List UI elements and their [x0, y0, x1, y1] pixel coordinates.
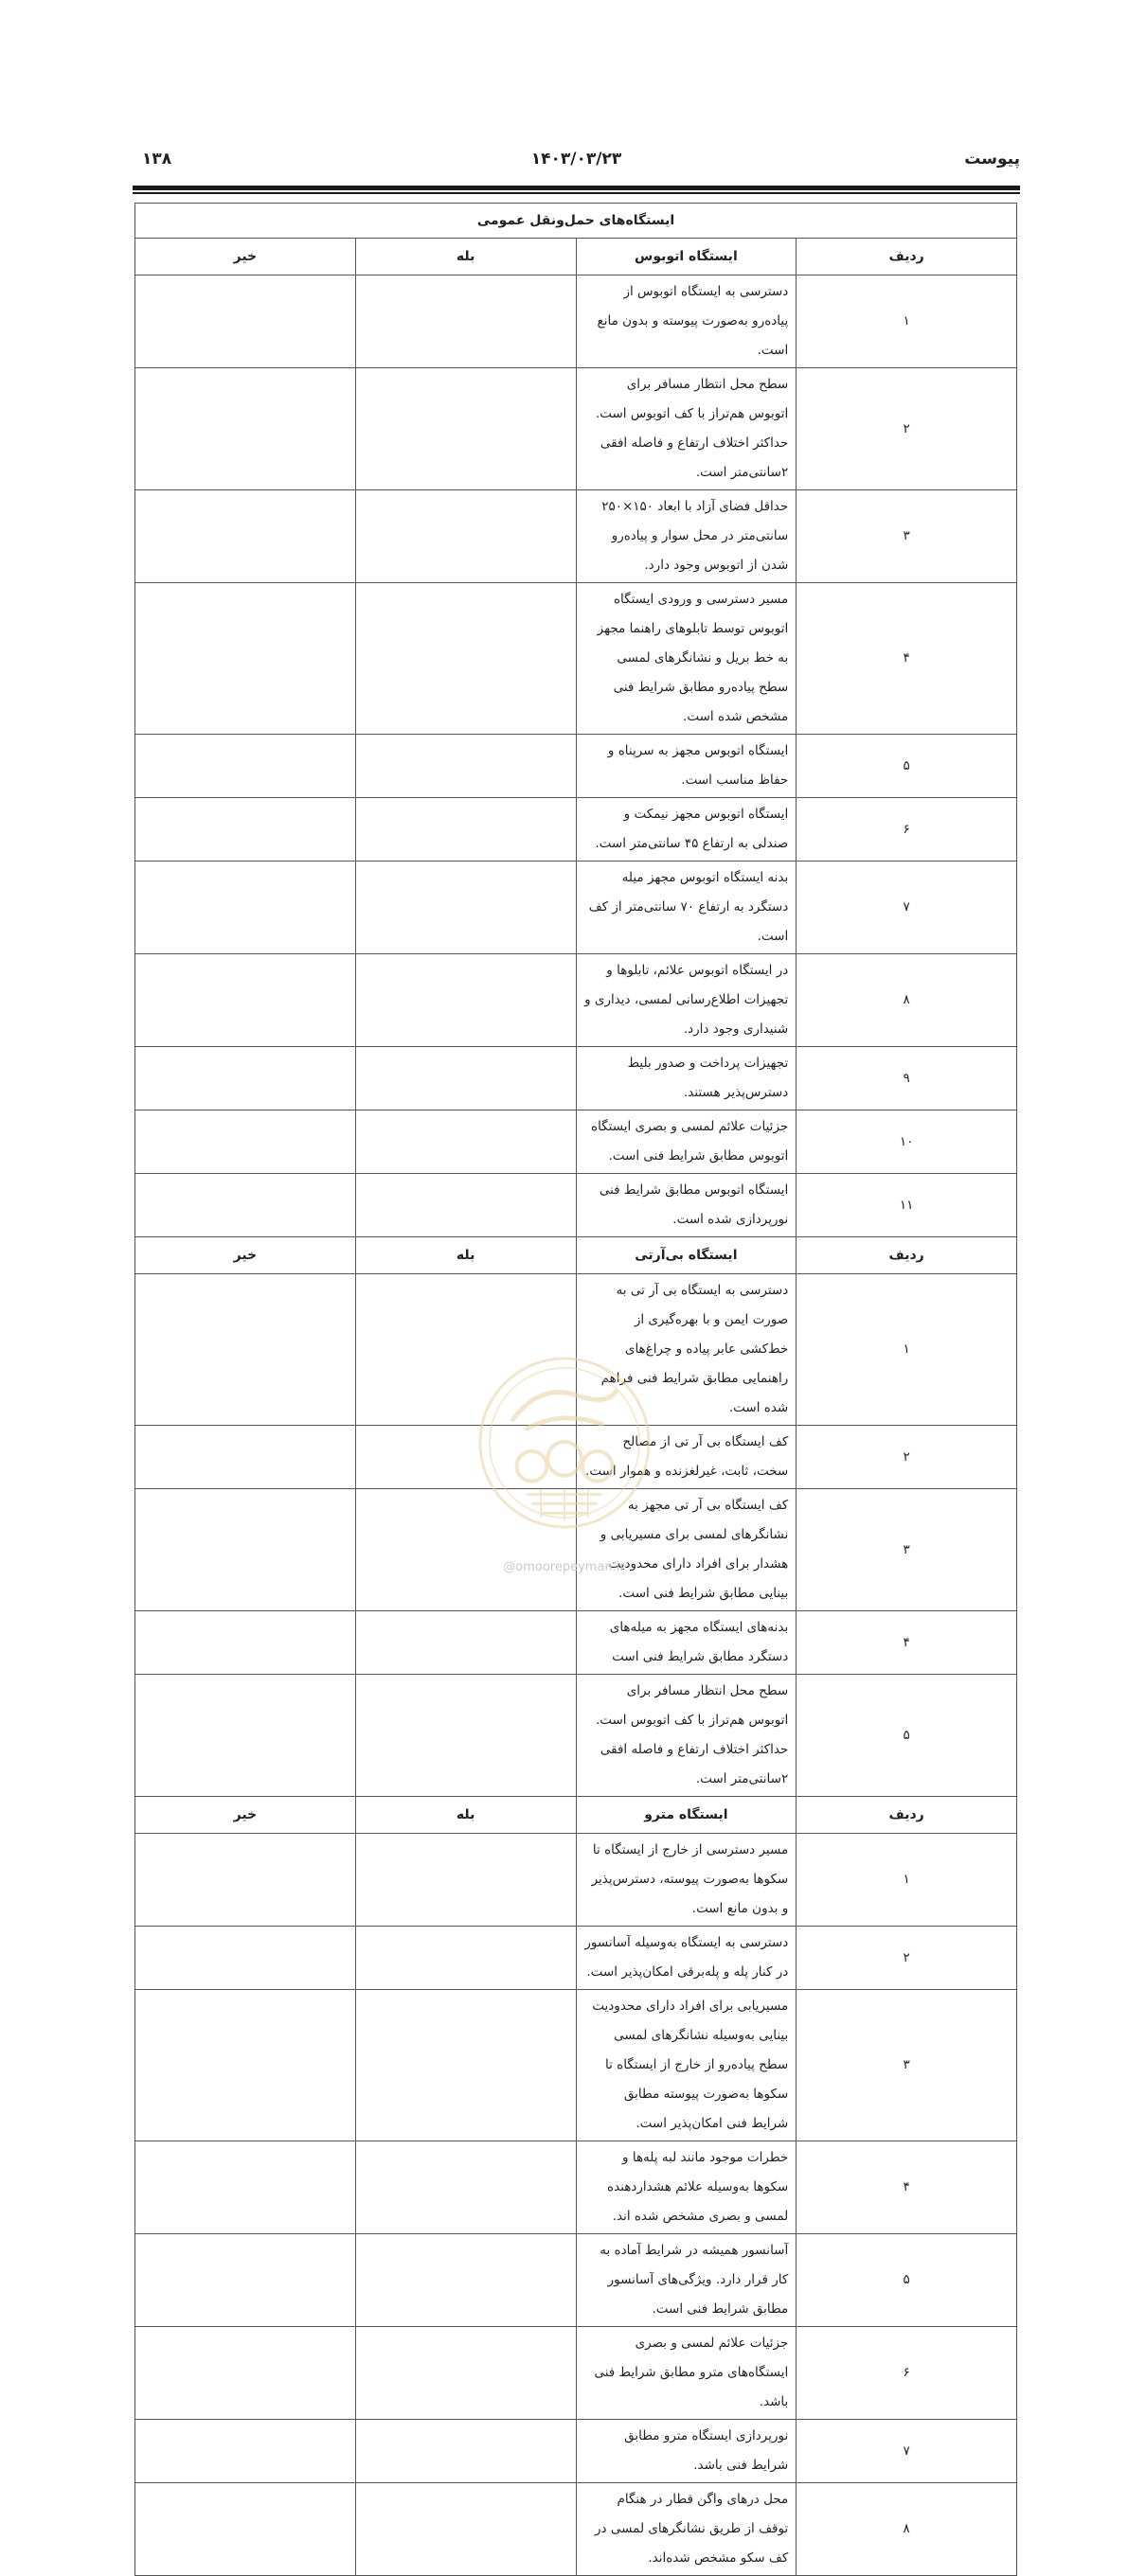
- table-row: [135, 2483, 1017, 2576]
- table-row: [135, 275, 1017, 368]
- yes-cell[interactable]: [355, 2141, 576, 2234]
- yes-cell[interactable]: [355, 954, 576, 1047]
- yes-cell[interactable]: [355, 1927, 576, 1990]
- yes-cell[interactable]: [355, 1990, 576, 2141]
- table-row: [135, 1834, 1017, 1927]
- row-text: سطح محل انتظار مسافر برای اتوبوس هم‌تراز با کف اتوبوس است. حداکثر اختلاف ارتفاع و فاصله افقی ۲سانتی‌متر است.: [576, 368, 797, 490]
- table-title: ایستگاه‌های حمل‌ونقل عمومی: [135, 204, 1017, 239]
- row-text: محل درهای واگن قطار در هنگام توقف از طریق نشانگرهای لمسی در کف سکو مشخص شده‌اند.: [576, 2483, 797, 2576]
- row-text: سطح محل انتظار مسافر برای اتوبوس هم‌تراز با کف اتوبوس است. حداکثر اختلاف ارتفاع و فاصله افقی ۲سانتی‌متر است.: [576, 1675, 797, 1797]
- row-text: دسترسی به ایستگاه بی آر تی به صورت ایمن و با بهره‌گیری از خط‌کشی عابر پیاده و چراغ‌های راهنمایی مطابق شرایط فنی فراهم شده است.: [576, 1274, 797, 1426]
- yes-cell[interactable]: [355, 1110, 576, 1174]
- no-cell[interactable]: [135, 1611, 356, 1675]
- table-row: [135, 1174, 1017, 1237]
- table-row: [135, 798, 1017, 862]
- row-text: دسترسی به ایستگاه به‌وسیله آسانسور در کنار پله و پله‌برقی امکان‌پذیر است.: [576, 1927, 797, 1990]
- row-text: کف ایستگاه بی آر تی مجهز به نشانگرهای لمسی برای مسیریابی و هشدار برای افراد دارای محدودیت بینایی مطابق شرایط فنی است.: [576, 1489, 797, 1611]
- table-row: [135, 2234, 1017, 2327]
- no-cell[interactable]: [135, 275, 356, 368]
- no-header: خیر: [135, 1237, 356, 1274]
- no-cell[interactable]: [135, 2234, 356, 2327]
- row-text: مسیریابی برای افراد دارای محدودیت بینایی به‌وسیله نشانگرهای لمسی سطح پیاده‌رو از خارج از ایستگاه تا سکوها به‌صورت پیوسته مطابق شرایط فنی امکان‌پذیر است.: [576, 1990, 797, 2141]
- row-text: جزئیات علائم لمسی و بصری ایستگاه اتوبوس مطابق شرایط فنی است.: [576, 1110, 797, 1174]
- table-row: [135, 2327, 1017, 2420]
- yes-header: بله: [355, 1237, 576, 1274]
- no-cell[interactable]: [135, 1426, 356, 1489]
- table-row: [135, 1110, 1017, 1174]
- row-number: ۳: [797, 1489, 1017, 1611]
- yes-cell[interactable]: [355, 2420, 576, 2483]
- no-cell[interactable]: [135, 862, 356, 954]
- page-header: [133, 150, 1020, 174]
- row-text: جزئیات علائم لمسی و بصری ایستگاه‌های مترو مطابق شرایط فنی باشد.: [576, 2327, 797, 2420]
- no-cell[interactable]: [135, 583, 356, 735]
- row-number: ۵: [797, 1675, 1017, 1797]
- no-cell[interactable]: [135, 798, 356, 862]
- table-row: [135, 862, 1017, 954]
- row-text: ایستگاه اتوبوس مطابق شرایط فنی نورپردازی شده است.: [576, 1174, 797, 1237]
- yes-cell[interactable]: [355, 368, 576, 490]
- no-cell[interactable]: [135, 735, 356, 798]
- yes-cell[interactable]: [355, 798, 576, 862]
- row-label-header: ردیف: [797, 239, 1017, 275]
- no-cell[interactable]: [135, 1927, 356, 1990]
- no-cell[interactable]: [135, 490, 356, 583]
- no-cell[interactable]: [135, 1834, 356, 1927]
- section-heading-row: [135, 239, 1017, 275]
- yes-cell[interactable]: [355, 862, 576, 954]
- yes-header: بله: [355, 1797, 576, 1834]
- row-text: خطرات موجود مانند لبه پله‌ها و سکوها به‌وسیله علائم هشداردهنده لمسی و بصری مشخص شده اند.: [576, 2141, 797, 2234]
- table-row: [135, 583, 1017, 735]
- yes-cell[interactable]: [355, 583, 576, 735]
- row-number: ۶: [797, 2327, 1017, 2420]
- row-number: ۸: [797, 954, 1017, 1047]
- row-text: بدنه ایستگاه اتوبوس مجهز میله دستگرد به ارتفاع ۷۰ سانتی‌متر از کف است.: [576, 862, 797, 954]
- row-number: ۷: [797, 862, 1017, 954]
- row-number: ۴: [797, 2141, 1017, 2234]
- table-row: [135, 2141, 1017, 2234]
- row-label-header: ردیف: [797, 1797, 1017, 1834]
- row-text: آسانسور همیشه در شرایط آماده به کار قرار دارد. ویژگی‌های آسانسور مطابق شرایط فنی است.: [576, 2234, 797, 2327]
- row-number: ۸: [797, 2483, 1017, 2576]
- no-cell[interactable]: [135, 1047, 356, 1110]
- page-number: ۱۳۸: [142, 150, 172, 169]
- row-text: حداقل فضای آزاد با ابعاد ۱۵۰×۲۵۰ سانتی‌متر در محل سوار و پیاده‌رو شدن از اتوبوس وجود دارد.: [576, 490, 797, 583]
- no-header: خیر: [135, 239, 356, 275]
- row-number: ۱: [797, 275, 1017, 368]
- table-row: [135, 368, 1017, 490]
- row-text: بدنه‌های ایستگاه مجهز به میله‌های دستگرد مطابق شرایط فنی است: [576, 1611, 797, 1675]
- header-rule-thin: [133, 192, 1020, 194]
- table-row: [135, 1990, 1017, 2141]
- row-text: نورپردازی ایستگاه مترو مطابق شرایط فنی باشد.: [576, 2420, 797, 2483]
- row-label-header: ردیف: [797, 1237, 1017, 1274]
- row-text: ایستگاه اتوبوس مجهز نیمکت و صندلی به ارتفاع ۴۵ سانتی‌متر است.: [576, 798, 797, 862]
- row-text: تجهیزات پرداخت و صدور بلیط دسترس‌پذیر هستند.: [576, 1047, 797, 1110]
- row-number: ۵: [797, 735, 1017, 798]
- yes-cell[interactable]: [355, 1675, 576, 1797]
- row-text: ایستگاه اتوبوس مجهز به سرپناه و حفاظ مناسب است.: [576, 735, 797, 798]
- section-name: ایستگاه اتوبوس: [576, 239, 797, 275]
- row-text: دسترسی به ایستگاه اتوبوس از پیاده‌رو به‌صورت پیوسته و بدون مانع است.: [576, 275, 797, 368]
- section-heading-row: [135, 1797, 1017, 1834]
- no-cell[interactable]: [135, 954, 356, 1047]
- table-row: [135, 954, 1017, 1047]
- table-row: [135, 490, 1017, 583]
- seal-watermark-icon: [475, 1354, 654, 1532]
- row-number: ۳: [797, 1990, 1017, 2141]
- no-cell[interactable]: [135, 2483, 356, 2576]
- row-text: در ایستگاه اتوبوس علائم، تابلوها و تجهیزات اطلاع‌رسانی لمسی، دیداری و شنیداری وجود دارد.: [576, 954, 797, 1047]
- table-row: [135, 1047, 1017, 1110]
- section-name: ایستگاه بی‌آرتی: [576, 1237, 797, 1274]
- no-cell[interactable]: [135, 1675, 356, 1797]
- table-row: [135, 1675, 1017, 1797]
- yes-cell[interactable]: [355, 2327, 576, 2420]
- no-cell[interactable]: [135, 1274, 356, 1426]
- no-cell[interactable]: [135, 2420, 356, 2483]
- row-number: ۶: [797, 798, 1017, 862]
- yes-cell[interactable]: [355, 2483, 576, 2576]
- row-number: ۲: [797, 368, 1017, 490]
- header-rule-thick: [133, 186, 1020, 190]
- row-number: ۱: [797, 1274, 1017, 1426]
- no-cell[interactable]: [135, 2141, 356, 2234]
- section-heading-row: [135, 1237, 1017, 1274]
- row-text: مسیر دسترسی از خارج از ایستگاه تا سکوها به‌صورت پیوسته، دسترس‌پذیر و بدون مانع است.: [576, 1834, 797, 1927]
- table-row: [135, 1927, 1017, 1990]
- table-row: [135, 735, 1017, 798]
- yes-cell[interactable]: [355, 2234, 576, 2327]
- row-number: ۷: [797, 2420, 1017, 2483]
- row-number: ۴: [797, 583, 1017, 735]
- section-label: پیوست: [964, 150, 1020, 169]
- yes-header: بله: [355, 239, 576, 275]
- no-cell[interactable]: [135, 1489, 356, 1611]
- document-date: ۱۴۰۳/۰۳/۲۳: [530, 150, 622, 169]
- row-number: ۲: [797, 1927, 1017, 1990]
- row-text: مسیر دسترسی و ورودی ایستگاه اتوبوس توسط تابلوهای راهنما مجهز به خط بریل و نشانگرهای لمسی سطح پیاده‌رو مطابق شرایط فنی مشخص شده است.: [576, 583, 797, 735]
- no-header: خیر: [135, 1797, 356, 1834]
- yes-cell[interactable]: [355, 1174, 576, 1237]
- row-text: کف ایستگاه بی آر تی از مصالح سخت، ثابت، غیرلغزنده و هموار است.: [576, 1426, 797, 1489]
- table-row: [135, 1611, 1017, 1675]
- row-number: ۳: [797, 490, 1017, 583]
- no-cell[interactable]: [135, 1110, 356, 1174]
- row-number: ۲: [797, 1426, 1017, 1489]
- row-number: ۵: [797, 2234, 1017, 2327]
- row-number: ۱: [797, 1834, 1017, 1927]
- yes-cell[interactable]: [355, 1611, 576, 1675]
- yes-cell[interactable]: [355, 490, 576, 583]
- watermark-url: @omoorepeyman.ir: [503, 1560, 625, 1574]
- row-number: ۱۱: [797, 1174, 1017, 1237]
- yes-cell[interactable]: [355, 1047, 576, 1110]
- no-cell[interactable]: [135, 1990, 356, 2141]
- row-number: ۹: [797, 1047, 1017, 1110]
- no-cell[interactable]: [135, 2327, 356, 2420]
- no-cell[interactable]: [135, 368, 356, 490]
- yes-cell[interactable]: [355, 1834, 576, 1927]
- yes-cell[interactable]: [355, 735, 576, 798]
- row-number: ۴: [797, 1611, 1017, 1675]
- row-number: ۱۰: [797, 1110, 1017, 1174]
- table-row: [135, 2420, 1017, 2483]
- no-cell[interactable]: [135, 1174, 356, 1237]
- section-name: ایستگاه مترو: [576, 1797, 797, 1834]
- yes-cell[interactable]: [355, 275, 576, 368]
- table-title-row: [135, 204, 1017, 239]
